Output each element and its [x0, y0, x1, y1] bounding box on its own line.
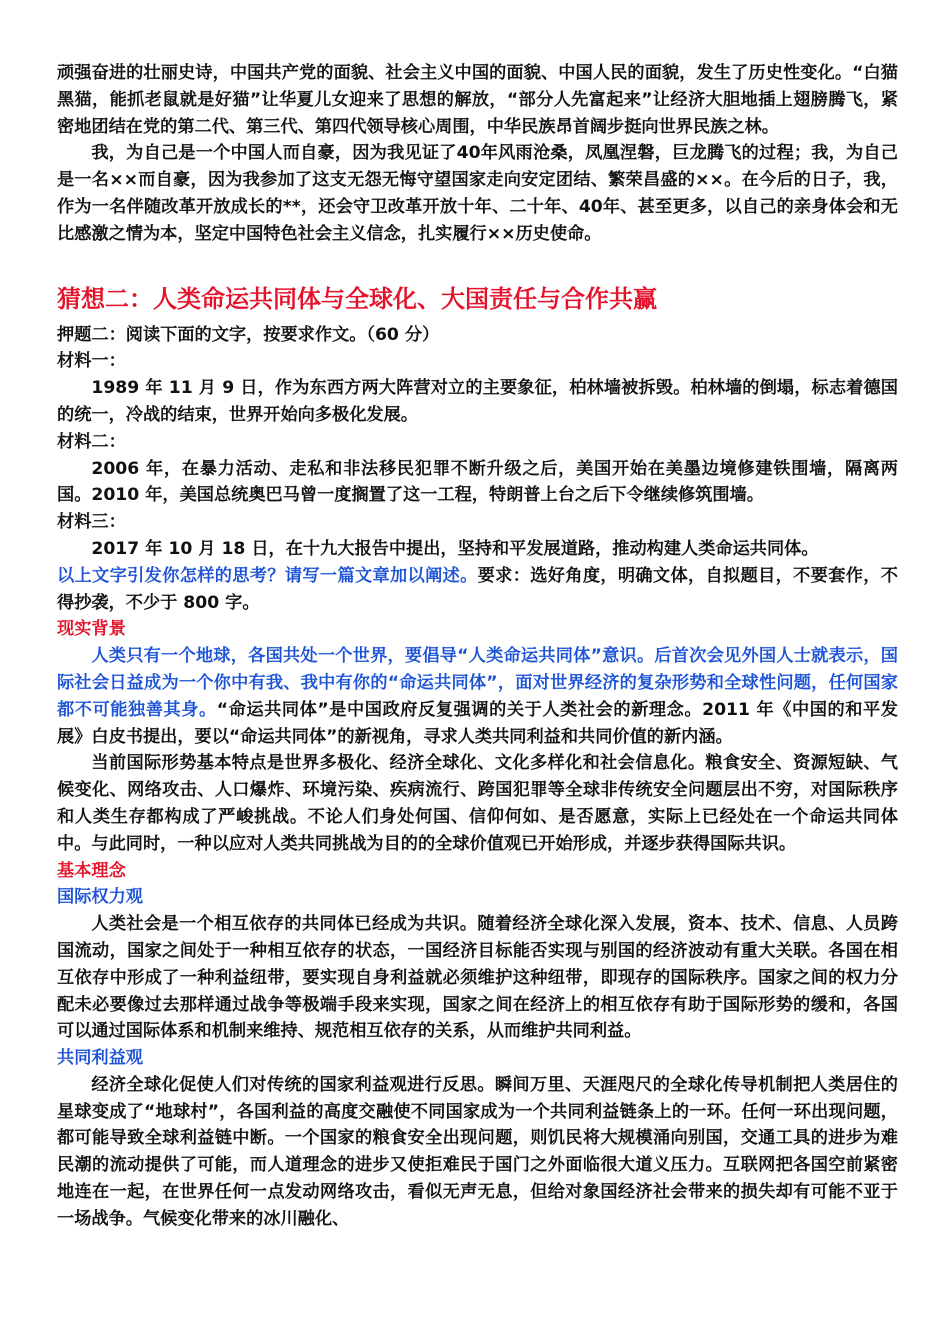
section-heading: 猜想二：人类命运共同体与全球化、大国责任与合作共赢	[57, 284, 657, 313]
intro-paragraph-2: 我，为自己是一个中国人而自豪，因为我见证了40年风雨沧桑，凤凰涅磐，巨龙腾飞的过程；我，为自己是一名××而自豪，因为我参加了这支无怨无悔守望国家走向安定团结、繁荣昌盛的××。在今后的日子，我，作为一名伴随改革开放成长的**，还会守卫改革开放十年、二十年、40年、甚至更多，以自己的亲身体会和无比感激之情为本，坚定中国特色社会主义信念，扎实履行××历史使命。	[57, 143, 898, 244]
material-2-label: 材料二：	[57, 431, 126, 452]
background-paragraph-1-rest: “命运共同体”是中国政府反复强调的关于人类社会的新理念。2011 年《中国的和平发展》白皮书提出，要以“命运共同体”的新视角，寻求人类共同利益和共同价值的新内涵。	[57, 699, 898, 747]
intro-paragraph-1: 顽强奋进的壮丽史诗，中国共产党的面貌、社会主义中国的面貌、中国人民的面貌，发生了历史性变化。“白猫黑猫，能抓老鼠就是好猫”让华夏儿女迎来了思想的解放，“部分人先富起来”让经济大胆地插上翅膀腾飞，紧密地团结在党的第二代、第三代、第四代领导核心周围，中华民族昂首阔步挺向世界民族之林。	[57, 63, 898, 137]
background-label: 现实背景	[57, 619, 126, 640]
background-paragraph-1	[57, 643, 898, 750]
material-3-text: 2017 年 10 月 18 日，在十九大报告中提出，坚持和平发展道路，推动构建人类命运共同体。	[91, 538, 819, 559]
essay-question-blue: 以上文字引发你怎样的思考？请写一篇文章加以阐述。	[57, 565, 478, 586]
background-paragraph-1-blue: 人类只有一个地球，各国共处一个世界，要倡导“人类命运共同体”意识。后首次会见外国人士就表示，国际社会日益成为一个你中有我、我中有你的“命运共同体”，面对世界经济的复杂形势和全球性问题，任何国家都不可能独善其身。	[57, 646, 898, 720]
essay-question	[57, 563, 898, 617]
essay-requirements: 要求：选好角度，明确文体，自拟题目，不要套作，不得抄袭，不少于 800 字。	[57, 565, 898, 613]
material-1-text: 1989 年 11 月 9 日，作为东西方两大阵营对立的主要象征，柏林墙被拆毁。柏林墙的倒塌，标志着德国的统一，冷战的结束，世界开始向多极化发展。	[57, 378, 898, 425]
interest-view-label: 共同利益观	[57, 1048, 143, 1069]
background-paragraph-2: 当前国际形势基本特点是世界多极化、经济全球化、文化多样化和社会信息化。粮食安全、资源短缺、气候变化、网络攻击、人口爆炸、环境污染、疾病流行、跨国犯罪等全球非传统安全问题层出不穷，对国际秩序和人类生存都构成了严峻挑战。不论人们身处何国、信仰何如、是否愿意，实际上已经处在一个命运共同体中。与此同时，一种以应对人类共同挑战为目的的全球价值观已开始形成，并逐步获得国际共识。	[57, 753, 898, 854]
interest-view-text: 经济全球化促使人们对传统的国家利益观进行反思。瞬间万里、天涯咫尺的全球化传导机制把人类居住的星球变成了“地球村”，各国利益的高度交融使不同国家成为一个共同利益链条上的一环。任何一环出现问题，都可能导致全球利益链中断。一个国家的粮食安全出现问题，则饥民将大规模涌向别国，交通工具的进步为难民潮的流动提供了可能，而人道理念的进步又使拒难民于国门之外面临很大道义压力。互联网把各国空前紧密地连在一起，在世界任何一点发动网络攻击，看似无声无息，但给对象国经济社会带来的损失却有可能不亚于一场战争。气候变化带来的冰川融化、	[57, 1074, 898, 1229]
power-view-text: 人类社会是一个相互依存的共同体已经成为共识。随着经济全球化深入发展，资本、技术、信息、人员跨国流动，国家之间处于一种相互依存的状态，一国经济目标能否实现与别国的经济波动有重大关联。各国在相互依存中形成了一种利益纽带，要实现自身利益就必须维护这种纽带，即现存的国际秩序。国家之间的权力分配未必要像过去那样通过战争等极端手段来实现，国家之间在经济上的相互依存有助于国际形势的缓和，各国可以通过国际体系和机制来维持、规范相互依存的关系，从而维护共同利益。	[57, 914, 898, 1042]
material-3-label: 材料三：	[57, 512, 126, 533]
prompt-title: 押题二：阅读下面的文字，按要求作文。（60 分）	[57, 324, 440, 345]
material-1-label: 材料一：	[57, 351, 126, 372]
power-view-label: 国际权力观	[57, 887, 143, 908]
material-2-text: 2006 年，在暴力活动、走私和非法移民犯罪不断升级之后，美国开始在美墨边境修建铁围墙，隔离两国。2010 年，美国总统奥巴马曾一度搁置了这一工程，特朗普上台之后下令继续修筑围墙。	[57, 458, 898, 506]
concepts-label: 基本理念	[57, 860, 126, 881]
